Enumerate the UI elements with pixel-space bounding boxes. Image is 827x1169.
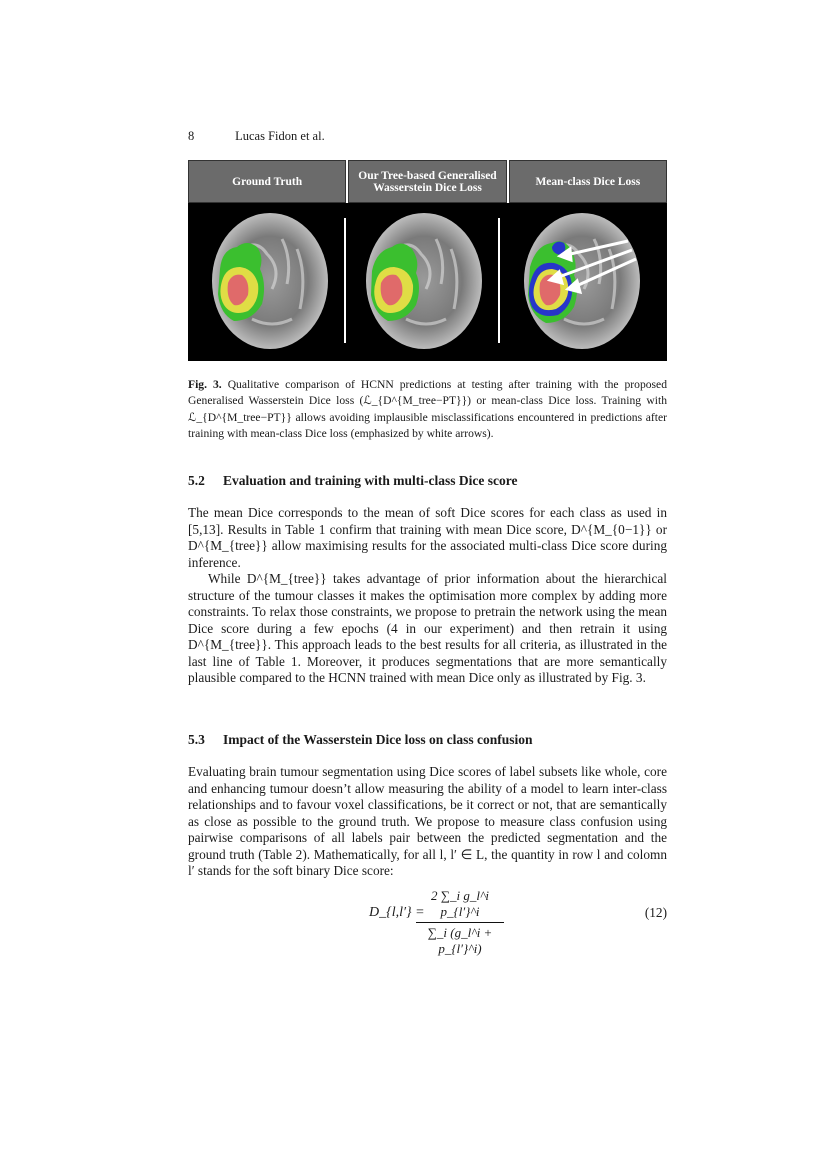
mri-mean-class xyxy=(524,213,640,349)
figure-column-headers xyxy=(188,160,667,203)
paragraph-5-2-2: While D^{M_{tree}} takes advantage of prior information about the hierarchical structure of the tumour classes it makes the optimisation more complex by adding more constraints. To relax those constraints, we propose to pretrain the network using the mean Dice score during a few epochs (4 in our experiment) and then retrain it using D^{M_{tree}}. This approach leads to the best results for all criteria, as illustrated in the last line of Table 1. Moreover, it produces segmentations that are more semantically plausible compared to the HCNN trained with mean Dice only as illustrated by Fig. 3. xyxy=(188,571,667,685)
page-header xyxy=(188,129,325,144)
section-number: 5.2 xyxy=(188,473,205,488)
mri-panels xyxy=(188,203,667,361)
mri-tree-wasserstein xyxy=(366,213,482,349)
caption-text: Qualitative comparison of HCNN predictions at testing after training with the proposed Generalised Wasserstein Dice loss (ℒ_{D^{M_tree−PT}}) or mean-class Dice loss. Training with ℒ_{D^{M_tree−PT}} allows avoiding implausible misclassifications encountered in predictions after training with mean-class Dice loss (emphasized by white arrows). xyxy=(188,378,668,441)
paragraph-5-2-1: The mean Dice corresponds to the mean of soft Dice scores for each class as used in [5,13]. Results in Table 1 confirm that training with mean Dice score, D^{M_{0−1}} or D^{M_{tree}} allow maximising results for the associated multi-class Dice score during inference. xyxy=(188,505,667,570)
figure-images xyxy=(188,203,667,361)
equation-denominator: ∑_i (g_l^i + p_{l′}^i) xyxy=(427,925,493,956)
mri-ground-truth xyxy=(212,213,328,349)
figure-caption xyxy=(188,377,667,443)
figure-3 xyxy=(188,160,667,361)
page-number: 8 xyxy=(188,129,195,143)
section-title: Impact of the Wasserstein Dice loss on class confusion xyxy=(223,732,533,747)
section-title: Evaluation and training with multi-class Dice score xyxy=(223,473,518,488)
section-heading-5-3 xyxy=(188,732,533,748)
equation-lhs: D_{l,l′} = xyxy=(369,905,425,920)
section-number: 5.3 xyxy=(188,732,205,747)
paragraph-5-3-1: Evaluating brain tumour segmentation using Dice scores of label subsets like whole, core and enhancing tumour doesn’t allow measuring the ability of a model to learn inter-class relationships and to favour voxel classifications, be it correct or not, that are semantically as close as possible to the ground truth. We propose to measure class confusion using pairwise comparisons of all labels pair between the predicted segmentation and the ground truth (Table 2). Mathematically, for all l, l′ ∈ L, the quantity in row l and colomn l′ stands for the soft binary Dice score: xyxy=(188,764,667,878)
column-header-tree-wasserstein: Our Tree-based Generalised Wasserstein Dice Loss xyxy=(348,160,506,203)
equation-12 xyxy=(188,888,667,956)
running-authors: Lucas Fidon et al. xyxy=(235,129,325,143)
section-heading-5-2 xyxy=(188,473,518,489)
column-header-ground-truth: Ground Truth xyxy=(188,160,346,203)
equation-numerator: 2 ∑_i g_l^i p_{l′}^i xyxy=(416,888,504,923)
equation-fraction xyxy=(416,888,504,957)
column-header-mean-class: Mean-class Dice Loss xyxy=(509,160,667,203)
caption-label: Fig. 3. xyxy=(188,378,222,391)
equation-number: (12) xyxy=(644,905,667,920)
